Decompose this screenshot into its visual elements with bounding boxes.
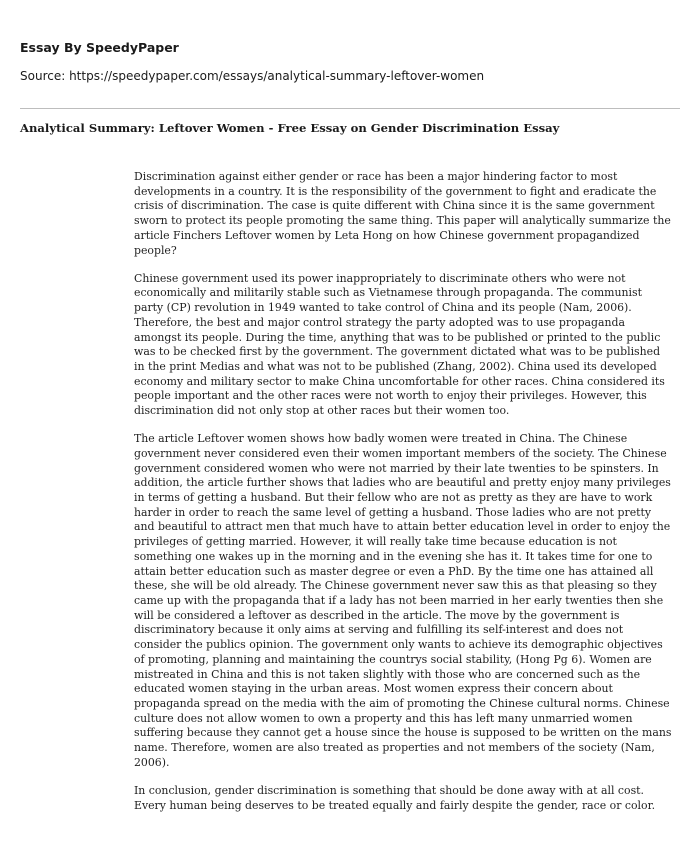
essay-paragraph-4: In conclusion, gender discrimination is something that should be done away with at all cost. Every human being deserves to be treated equally and fairly despite the gender, race or color. — [134, 783, 656, 812]
header-title: Essay By SpeedyPaper — [20, 40, 179, 55]
essay-paragraph-2: Chinese government used its power inappropriately to discriminate others who were not economically and militarily stable such as Vietnamese through propaganda. The communist party (CP) revolution in 1949 wanted to take control of China and its people (Nam, 2006). Therefore, the best and major control strategy the party adopted was to use propaganda amongst its people. During the time, anything that was to be published or printed to the public was to be checked first by the government. The government dictated what was to be published in the print Medias and what was not to be published (Zhang, 2002). China used its developed economy and military sector to make China uncomfortable for other races. China considered its people important and the other races were not worth to enjoy their privileges. However, this discrimination did not only stop at other races but their women too. — [134, 271, 665, 418]
essay-body — [134, 170, 672, 827]
header-divider — [20, 108, 680, 109]
essay-paragraph-3: The article Leftover women shows how badly women were treated in China. The Chinese government never considered even their women important members of the society. The Chinese government considered women who were not married by their late twenties to be spinsters. In addition, the article further shows that ladies who are beautiful and pretty enjoy many privileges in terms of getting a husband. But their fellow who are not as pretty as they are have to work harder in order to reach the same level of getting a husband. Those ladies who are not pretty and beautiful to attract men that much have to attain better education level in order to enjoy the privileges of getting married. However, it will really take time because education is not something one wakes up in the morning and in the evening she has it. It takes time for one to attain better education such as master degree or even a PhD. By the time one has attained all these, she will be old already. The Chinese government never saw this as that pleasing so they came up with the propaganda that if a lady has not been married in her early twenties then she will be considered a leftover as described in the article. The move by the government is discriminatory because it only aims at serving and fulfilling its self-interest and does not consider the publics opinion. The government only wants to achieve its demographic objectives of promoting, planning and maintaining the countrys social stability, (Hong Pg 6). Women are mistreated in China and this is not taken slightly with those who are concerned such as the educated women staying in the urban areas. Most women express their concern about propaganda spread on the media with the aim of promoting the Chinese cultural norms. Chinese culture does not allow women to own a property and this has left many unmarried women suffering because they cannot get a house since the house is supposed to be written on the mans name. Therefore, women are also treated as properties and not members of the society (Nam, 2006). — [134, 432, 672, 769]
essay-paragraph-1: Discrimination against either gender or race has been a major hindering factor to most developments in a country. It is the responsibility of the government to fight and eradicate the crisis of discrimination. The case is quite different with China since it is the same government sworn to protect its people promoting the same thing. This paper will analytically summarize the article Finchers Leftover women by Leta Hong on how Chinese government propagandized people? — [134, 170, 671, 257]
header-source: Source: https://speedypaper.com/essays/analytical-summary-leftover-women — [20, 69, 485, 83]
document-header — [20, 40, 680, 84]
essay-title: Analytical Summary: Leftover Women - Free Essay on Gender Discrimination Essay — [20, 121, 560, 135]
